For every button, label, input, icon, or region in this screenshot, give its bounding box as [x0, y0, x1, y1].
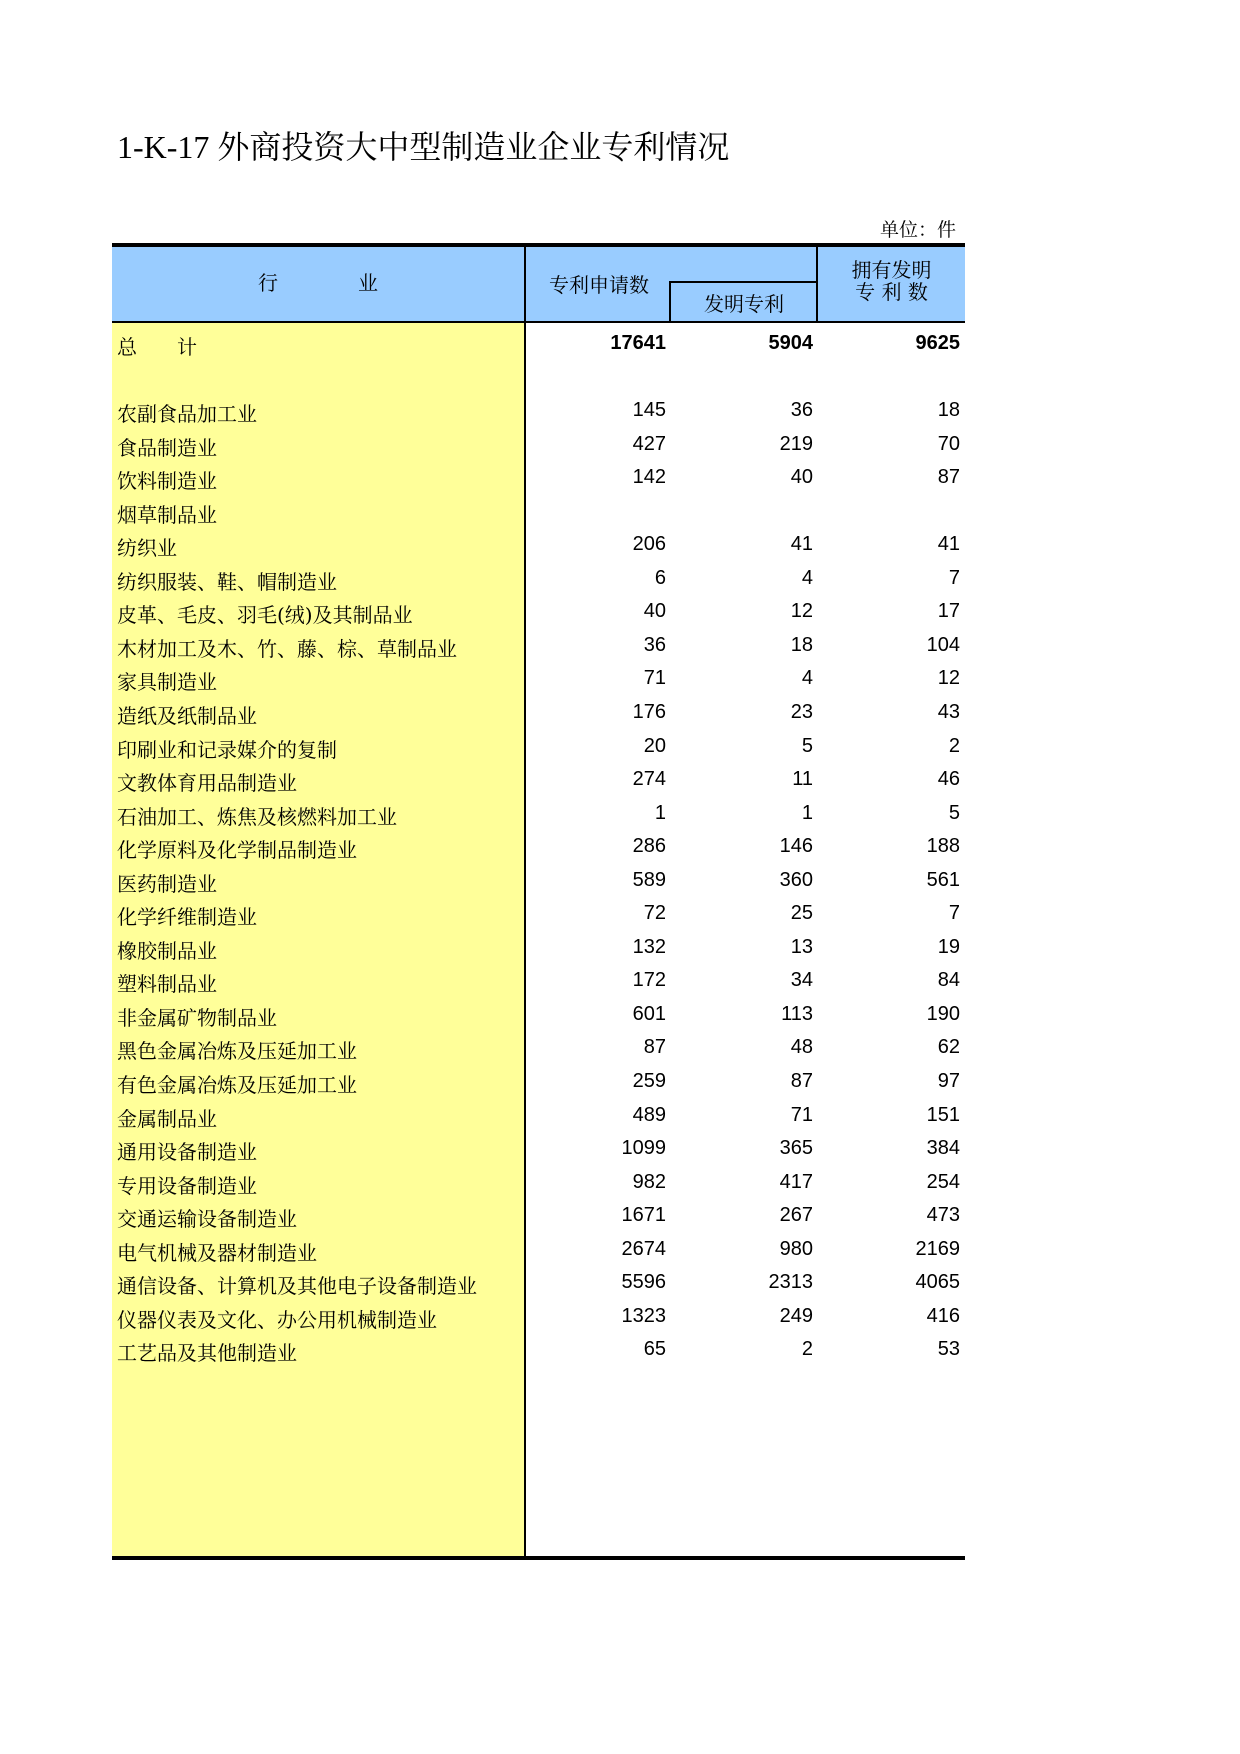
table-row: [112, 1097, 965, 1134]
row-owned: 18: [937, 399, 960, 421]
total-row: [112, 325, 965, 362]
header-patent-applications: 专利申请数: [549, 273, 649, 297]
table-row: [112, 895, 965, 932]
row-name: 烟草制品业: [117, 502, 217, 527]
row-inventions: 48: [790, 1036, 813, 1059]
table-row: [112, 728, 965, 765]
table-row: [112, 593, 965, 630]
row-applications: 40: [643, 600, 666, 623]
row-applications: 1323: [621, 1304, 666, 1327]
row-inventions: 41: [790, 533, 813, 556]
row-owned: 43: [937, 700, 960, 723]
row-inventions: 267: [779, 1204, 813, 1227]
row-applications: 5596: [621, 1271, 666, 1294]
row-inventions: 11: [792, 768, 813, 791]
header-industry-char: 业: [358, 271, 378, 295]
table-row: [112, 526, 965, 563]
row-applications: 20: [643, 734, 666, 757]
table-row: [112, 828, 965, 865]
row-owned: 5: [948, 801, 960, 824]
row-owned: 70: [937, 432, 960, 455]
row-inventions: 36: [790, 399, 813, 421]
row-applications: 65: [643, 1338, 666, 1361]
table-row: [112, 1331, 965, 1368]
row-applications: 489: [632, 1103, 666, 1126]
row-owned: 97: [937, 1070, 960, 1092]
table-row: [112, 660, 965, 697]
header-divider: [112, 321, 965, 323]
table-row: [112, 627, 965, 664]
row-inventions: 34: [790, 969, 813, 992]
row-inventions: 25: [790, 902, 813, 925]
row-owned: 62: [937, 1036, 960, 1059]
table-row: [112, 1063, 965, 1100]
row-inventions: 5904: [768, 332, 813, 354]
table-row: [112, 1130, 965, 1167]
table-row: [112, 962, 965, 999]
row-owned: 87: [937, 466, 960, 489]
row-name: 专用设备制造业: [117, 1173, 257, 1198]
row-inventions: 4: [801, 667, 813, 690]
row-inventions: 5: [801, 734, 813, 757]
row-name: 金属制品业: [117, 1106, 217, 1131]
row-name: 交通运输设备制造业: [117, 1207, 297, 1232]
row-applications: 427: [632, 432, 666, 455]
table-row: [112, 1164, 965, 1201]
row-name: 造纸及纸制品业: [117, 703, 257, 728]
row-name: 通用设备制造业: [117, 1140, 257, 1165]
table-row: [112, 929, 965, 966]
row-applications: 1: [654, 801, 666, 824]
row-applications: 601: [632, 1002, 666, 1025]
row-name: 通信设备、计算机及其他电子设备制造业: [117, 1274, 477, 1299]
row-inventions: 2313: [768, 1271, 813, 1294]
row-applications: 206: [632, 533, 666, 556]
row-inventions: 249: [779, 1304, 813, 1327]
row-name: 文教体育用品制造业: [117, 771, 297, 796]
header-invention-patents: 发明专利: [704, 292, 784, 316]
row-owned: 384: [926, 1137, 960, 1160]
row-name: 塑料制品业: [117, 972, 217, 997]
row-owned: 41: [937, 533, 960, 556]
subheader-divider: [669, 281, 817, 283]
header-owned-line2: 专 利 数: [855, 280, 928, 304]
table-row: [112, 694, 965, 731]
top-rule: [112, 243, 965, 247]
row-inventions: 4: [801, 566, 813, 589]
row-applications: 132: [632, 935, 666, 958]
table-row: [112, 862, 965, 899]
row-owned: 4065: [915, 1271, 960, 1294]
row-owned: 188: [926, 835, 960, 858]
row-owned: 9625: [915, 332, 960, 354]
table-row: [112, 996, 965, 1033]
table-row: [112, 1029, 965, 1066]
row-owned: 416: [926, 1304, 960, 1327]
row-owned: 104: [926, 633, 960, 656]
table-row: [112, 459, 965, 496]
row-applications: 1099: [621, 1137, 666, 1160]
row-name: 化学纤维制造业: [117, 905, 257, 930]
row-inventions: 360: [779, 868, 813, 891]
row-owned: 7: [948, 566, 960, 589]
row-name: 工艺品及其他制造业: [117, 1341, 297, 1366]
row-name: 非金属矿物制品业: [117, 1005, 277, 1030]
row-applications: 6: [654, 566, 666, 589]
bottom-rule: [112, 1556, 965, 1560]
row-name: 总 计: [117, 335, 197, 359]
row-name: 家具制造业: [117, 670, 217, 695]
row-applications: 71: [643, 667, 666, 690]
row-inventions: 1: [801, 801, 813, 824]
row-applications: 286: [632, 835, 666, 858]
row-applications: 145: [632, 399, 666, 421]
row-owned: 2: [948, 734, 960, 757]
row-inventions: 40: [790, 466, 813, 489]
row-name: 医药制造业: [117, 871, 217, 896]
row-name: 化学原料及化学制品制造业: [117, 838, 357, 863]
row-applications: 142: [632, 466, 666, 489]
row-owned: 473: [926, 1204, 960, 1227]
row-owned: 46: [937, 768, 960, 791]
row-owned: 190: [926, 1002, 960, 1025]
patent-table: [112, 243, 965, 1562]
row-name: 食品制造业: [117, 435, 217, 460]
row-applications: 36: [643, 633, 666, 656]
row-applications: 274: [632, 768, 666, 791]
row-name: 皮革、毛皮、羽毛(绒)及其制品业: [117, 603, 413, 628]
row-inventions: 113: [781, 1002, 813, 1025]
row-inventions: 13: [790, 935, 813, 958]
row-owned: 12: [937, 667, 960, 690]
row-owned: 561: [926, 868, 960, 891]
table-row: [112, 795, 965, 832]
row-inventions: 2: [801, 1338, 813, 1361]
row-inventions: 18: [790, 633, 813, 656]
row-name: 饮料制造业: [117, 469, 217, 494]
row-name: 电气机械及器材制造业: [117, 1240, 317, 1265]
row-applications: 172: [632, 969, 666, 992]
row-name: 农副食品加工业: [117, 402, 257, 426]
row-name: 有色金属冶炼及压延加工业: [117, 1073, 357, 1097]
header-industry: [112, 267, 524, 296]
table-row: [112, 426, 965, 463]
row-owned: 17: [937, 600, 960, 623]
row-inventions: 23: [790, 700, 813, 723]
table-row: [112, 761, 965, 798]
row-inventions: 365: [779, 1137, 813, 1160]
row-applications: 176: [632, 700, 666, 723]
table-row: [112, 1298, 965, 1335]
row-inventions: 980: [779, 1237, 813, 1260]
row-owned: 53: [937, 1338, 960, 1361]
row-owned: 151: [926, 1103, 960, 1126]
row-applications: 1671: [621, 1204, 666, 1227]
row-applications: 87: [643, 1036, 666, 1059]
row-inventions: 146: [779, 835, 813, 858]
row-applications: 259: [632, 1070, 666, 1092]
row-name: 石油加工、炼焦及核燃料加工业: [117, 804, 397, 829]
table-row: [112, 1197, 965, 1234]
row-owned: 19: [937, 935, 960, 958]
row-applications: 982: [632, 1170, 666, 1193]
table-row: [112, 392, 965, 429]
row-name: 纺织业: [117, 536, 177, 561]
table-row: [112, 1264, 965, 1301]
row-owned: 84: [937, 969, 960, 992]
header-owned-line1: 拥有发明: [851, 258, 932, 282]
table-row: [112, 1231, 965, 1268]
row-applications: 17641: [610, 332, 666, 354]
page-title: 1-K-17 外商投资大中型制造业企业专利情况: [117, 129, 730, 165]
unit-label: 单位：件: [880, 219, 957, 241]
table-row: [112, 493, 965, 530]
row-applications: 72: [643, 902, 666, 925]
row-inventions: 71: [790, 1103, 813, 1126]
row-owned: 2169: [915, 1237, 960, 1260]
header-owned-invention-patents: [818, 259, 965, 303]
row-inventions: 219: [779, 432, 813, 455]
row-applications: 2674: [621, 1237, 666, 1260]
row-applications: 589: [632, 868, 666, 891]
row-name: 印刷业和记录媒介的复制: [117, 737, 337, 762]
row-owned: 254: [926, 1170, 960, 1193]
header-industry-char: 行: [258, 271, 278, 295]
row-name: 木材加工及木、竹、藤、棕、草制品业: [117, 636, 457, 661]
row-name: 仪器仪表及文化、办公用机械制造业: [117, 1307, 437, 1332]
row-name: 橡胶制品业: [117, 938, 217, 963]
row-name: 黑色金属冶炼及压延加工业: [117, 1039, 357, 1064]
row-owned: 7: [948, 902, 960, 925]
row-inventions: 12: [790, 600, 813, 623]
table-row: [112, 560, 965, 597]
row-inventions: 87: [790, 1070, 813, 1092]
row-name: 纺织服装、鞋、帽制造业: [117, 569, 337, 594]
row-inventions: 417: [779, 1170, 813, 1193]
